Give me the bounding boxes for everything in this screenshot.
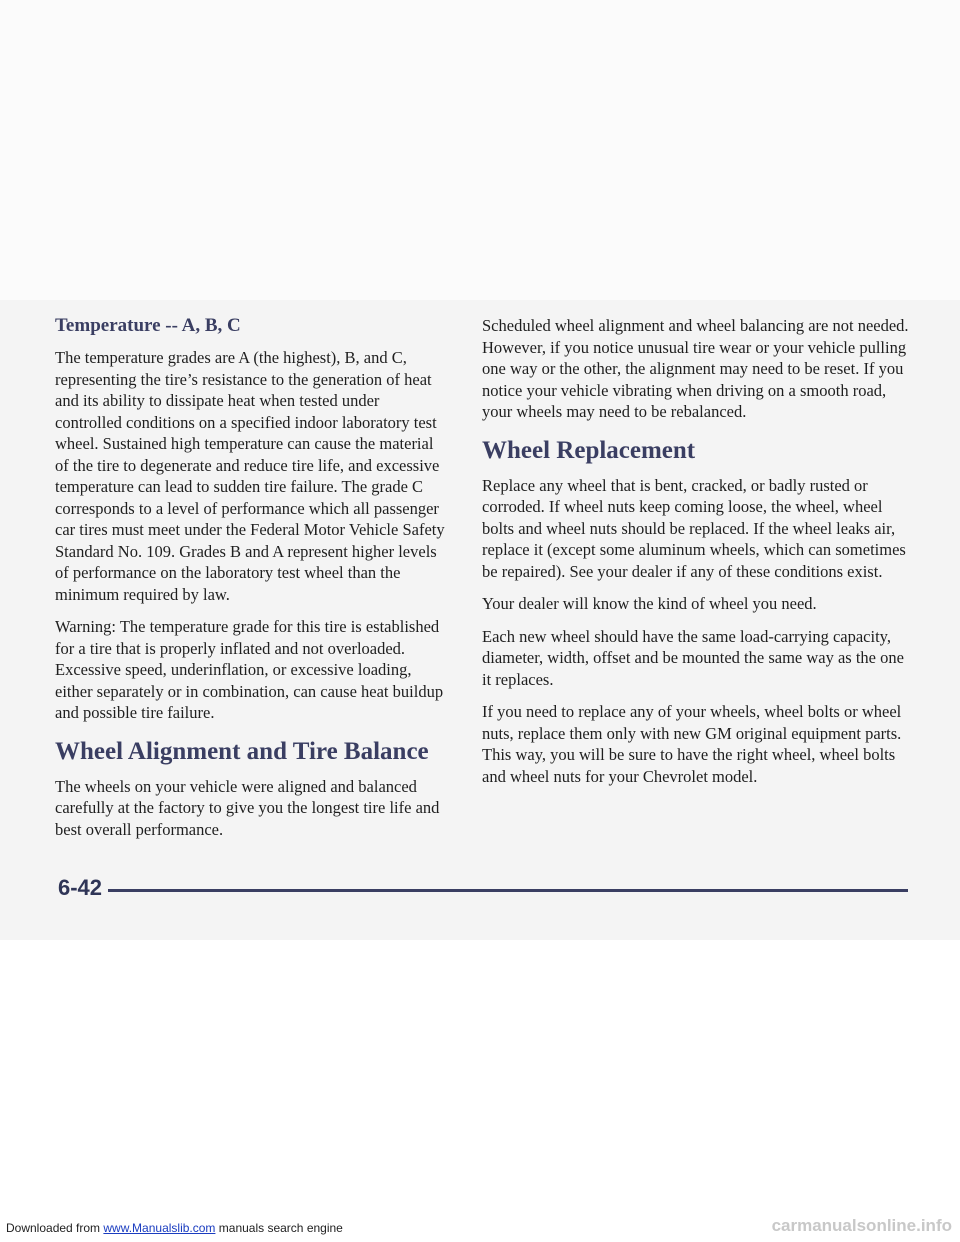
manualslib-link[interactable]: www.Manualslib.com — [103, 1221, 216, 1235]
replacement-paragraph-4: If you need to replace any of your wheels, wheel bolts or wheel nuts, replace them only with new GM original equipment parts. This way, you will be sure to have the right wheel, wheel bolts and wheel nuts for your Chevrolet model. — [482, 702, 902, 786]
replacement-heading: Wheel Replacement — [482, 436, 696, 464]
download-attribution — [6, 1221, 343, 1235]
alignment-heading: Wheel Alignment and Tire Balance — [55, 737, 429, 765]
site-watermark: carmanualsonline.info — [771, 1216, 952, 1235]
download-prefix: Downloaded from — [6, 1221, 104, 1235]
temperature-warning: Warning: The temperature grade for this tire is established for a tire that is properly inflated and not overloaded. Excessive speed, underinflation, or excessive loading, either separately or in combination, can cause heat buildup and possible tire failure. — [55, 617, 444, 722]
footer-divider — [108, 889, 908, 892]
replacement-paragraph-1: Replace any wheel that is bent, cracked, or badly rusted or corroded. If wheel nuts keep coming loose, the wheel, wheel bolts and wheel nuts should be replaced. If the wheel leaks air, replace it (except some aluminum wheels, which can sometimes be repaired). See your dealer if any of these conditions exist. — [482, 475, 906, 581]
alignment-paragraph-continued: Scheduled wheel alignment and wheel balancing are not needed. However, if you notice unusual tire wear or your vehicle pulling one way or the other, the alignment may need to be reset. If you notice your vehicle vibrating when driving on a smooth road, your wheels may need to be rebalanced. — [482, 316, 909, 421]
left-column — [55, 315, 445, 851]
page-footer — [58, 875, 908, 905]
replacement-paragraph-3: Each new wheel should have the same load-carrying capacity, diameter, width, offset and be mounted the same way as the one it replaces. — [482, 626, 904, 689]
replacement-paragraph-2: Your dealer will know the kind of wheel you need. — [482, 594, 817, 613]
page-number: 6-42 — [58, 875, 103, 900]
temperature-heading: Temperature -- A, B, C — [55, 315, 241, 336]
blank-top-area — [0, 0, 960, 300]
download-suffix: manuals search engine — [215, 1221, 343, 1235]
right-column — [482, 315, 912, 798]
alignment-paragraph: The wheels on your vehicle were aligned and balanced carefully at the factory to give you the longest tire life and best overall performance. — [55, 776, 440, 839]
temperature-paragraph: The temperature grades are A (the highest), B, and C, representing the tire’s resistance to the generation of heat and its ability to dissipate heat when tested under controlled conditions on a specified indoor laboratory test wheel. Sustained high temperature can cause the material of the tire to degenerate and reduce tire life, and excessive temperature can lead to sudden tire failure. The grade C corresponds to a level of performance which all passenger car tires must meet under the Federal Motor Vehicle Safety Standard No. 109. Grades B and A represent higher levels of performance on the laboratory test wheel than the minimum required by law. — [55, 348, 445, 604]
